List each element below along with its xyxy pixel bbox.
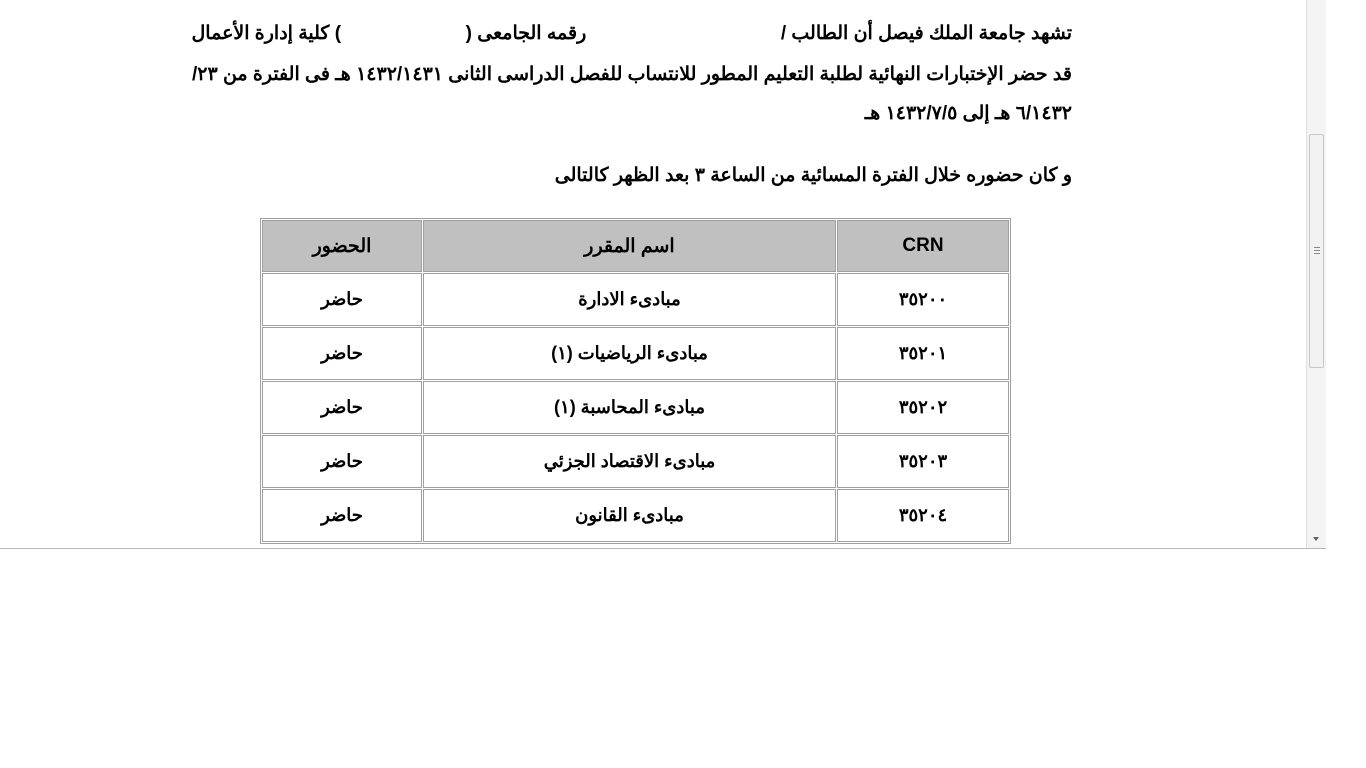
crn-cell: ٣٥٢٠٣ xyxy=(837,435,1009,488)
vertical-scrollbar[interactable] xyxy=(1306,0,1326,548)
table-row xyxy=(262,327,1009,380)
table-header-row xyxy=(262,220,1009,272)
course-name-cell: مبادىء المحاسبة (١) xyxy=(423,381,836,434)
header-attendance: الحضور xyxy=(262,220,422,272)
course-name-cell: مبادىء القانون xyxy=(423,489,836,542)
viewport-bottom-border xyxy=(0,548,1326,549)
student-name-label: تشهد جامعة الملك فيصل أن الطالب / xyxy=(780,23,1072,44)
course-name-cell: مبادىء الرياضيات (١) xyxy=(423,327,836,380)
certificate-line-1 xyxy=(191,22,1072,45)
attendance-cell: حاضر xyxy=(262,489,422,542)
table-row xyxy=(262,273,1009,326)
crn-cell: ٣٥٢٠١ xyxy=(837,327,1009,380)
crn-cell: ٣٥٢٠٢ xyxy=(837,381,1009,434)
table-row xyxy=(262,489,1009,542)
grip-icon xyxy=(1314,247,1320,256)
course-name-cell: مبادىء الاقتصاد الجزئي xyxy=(423,435,836,488)
attendance-cell: حاضر xyxy=(262,327,422,380)
college-label: ) كلية إدارة الأعمال xyxy=(191,23,342,44)
certificate-line-2: قد حضر الإختبارات النهائية لطلبة التعليم المطور للانتساب للفصل الدراسى الثانى ١٤٣٢/١٤٣١ هـ فى الفترة من ٢٣/ xyxy=(191,64,1072,85)
header-course-name: اسم المقرر xyxy=(423,220,836,272)
header-crn: CRN xyxy=(837,220,1009,272)
attendance-cell: حاضر xyxy=(262,435,422,488)
attendance-cell: حاضر xyxy=(262,273,422,326)
course-name-cell: مبادىء الادارة xyxy=(423,273,836,326)
certificate-line-3: ٦/١٤٣٢ هـ إلى ١٤٣٢/٧/٥ هـ xyxy=(864,103,1072,124)
scrollbar-thumb[interactable] xyxy=(1309,134,1324,368)
attendance-cell: حاضر xyxy=(262,381,422,434)
table-row xyxy=(262,381,1009,434)
arrow-down-icon[interactable] xyxy=(1313,537,1319,541)
student-id-label: رقمه الجامعى ( xyxy=(465,23,587,44)
crn-cell: ٣٥٢٠٠ xyxy=(837,273,1009,326)
crn-cell: ٣٥٢٠٤ xyxy=(837,489,1009,542)
table-row xyxy=(262,435,1009,488)
certificate-line-4: و كان حضوره خلال الفترة المسائية من الساعة ٣ بعد الظهر كالتالى xyxy=(554,165,1072,186)
attendance-table xyxy=(260,218,1011,544)
